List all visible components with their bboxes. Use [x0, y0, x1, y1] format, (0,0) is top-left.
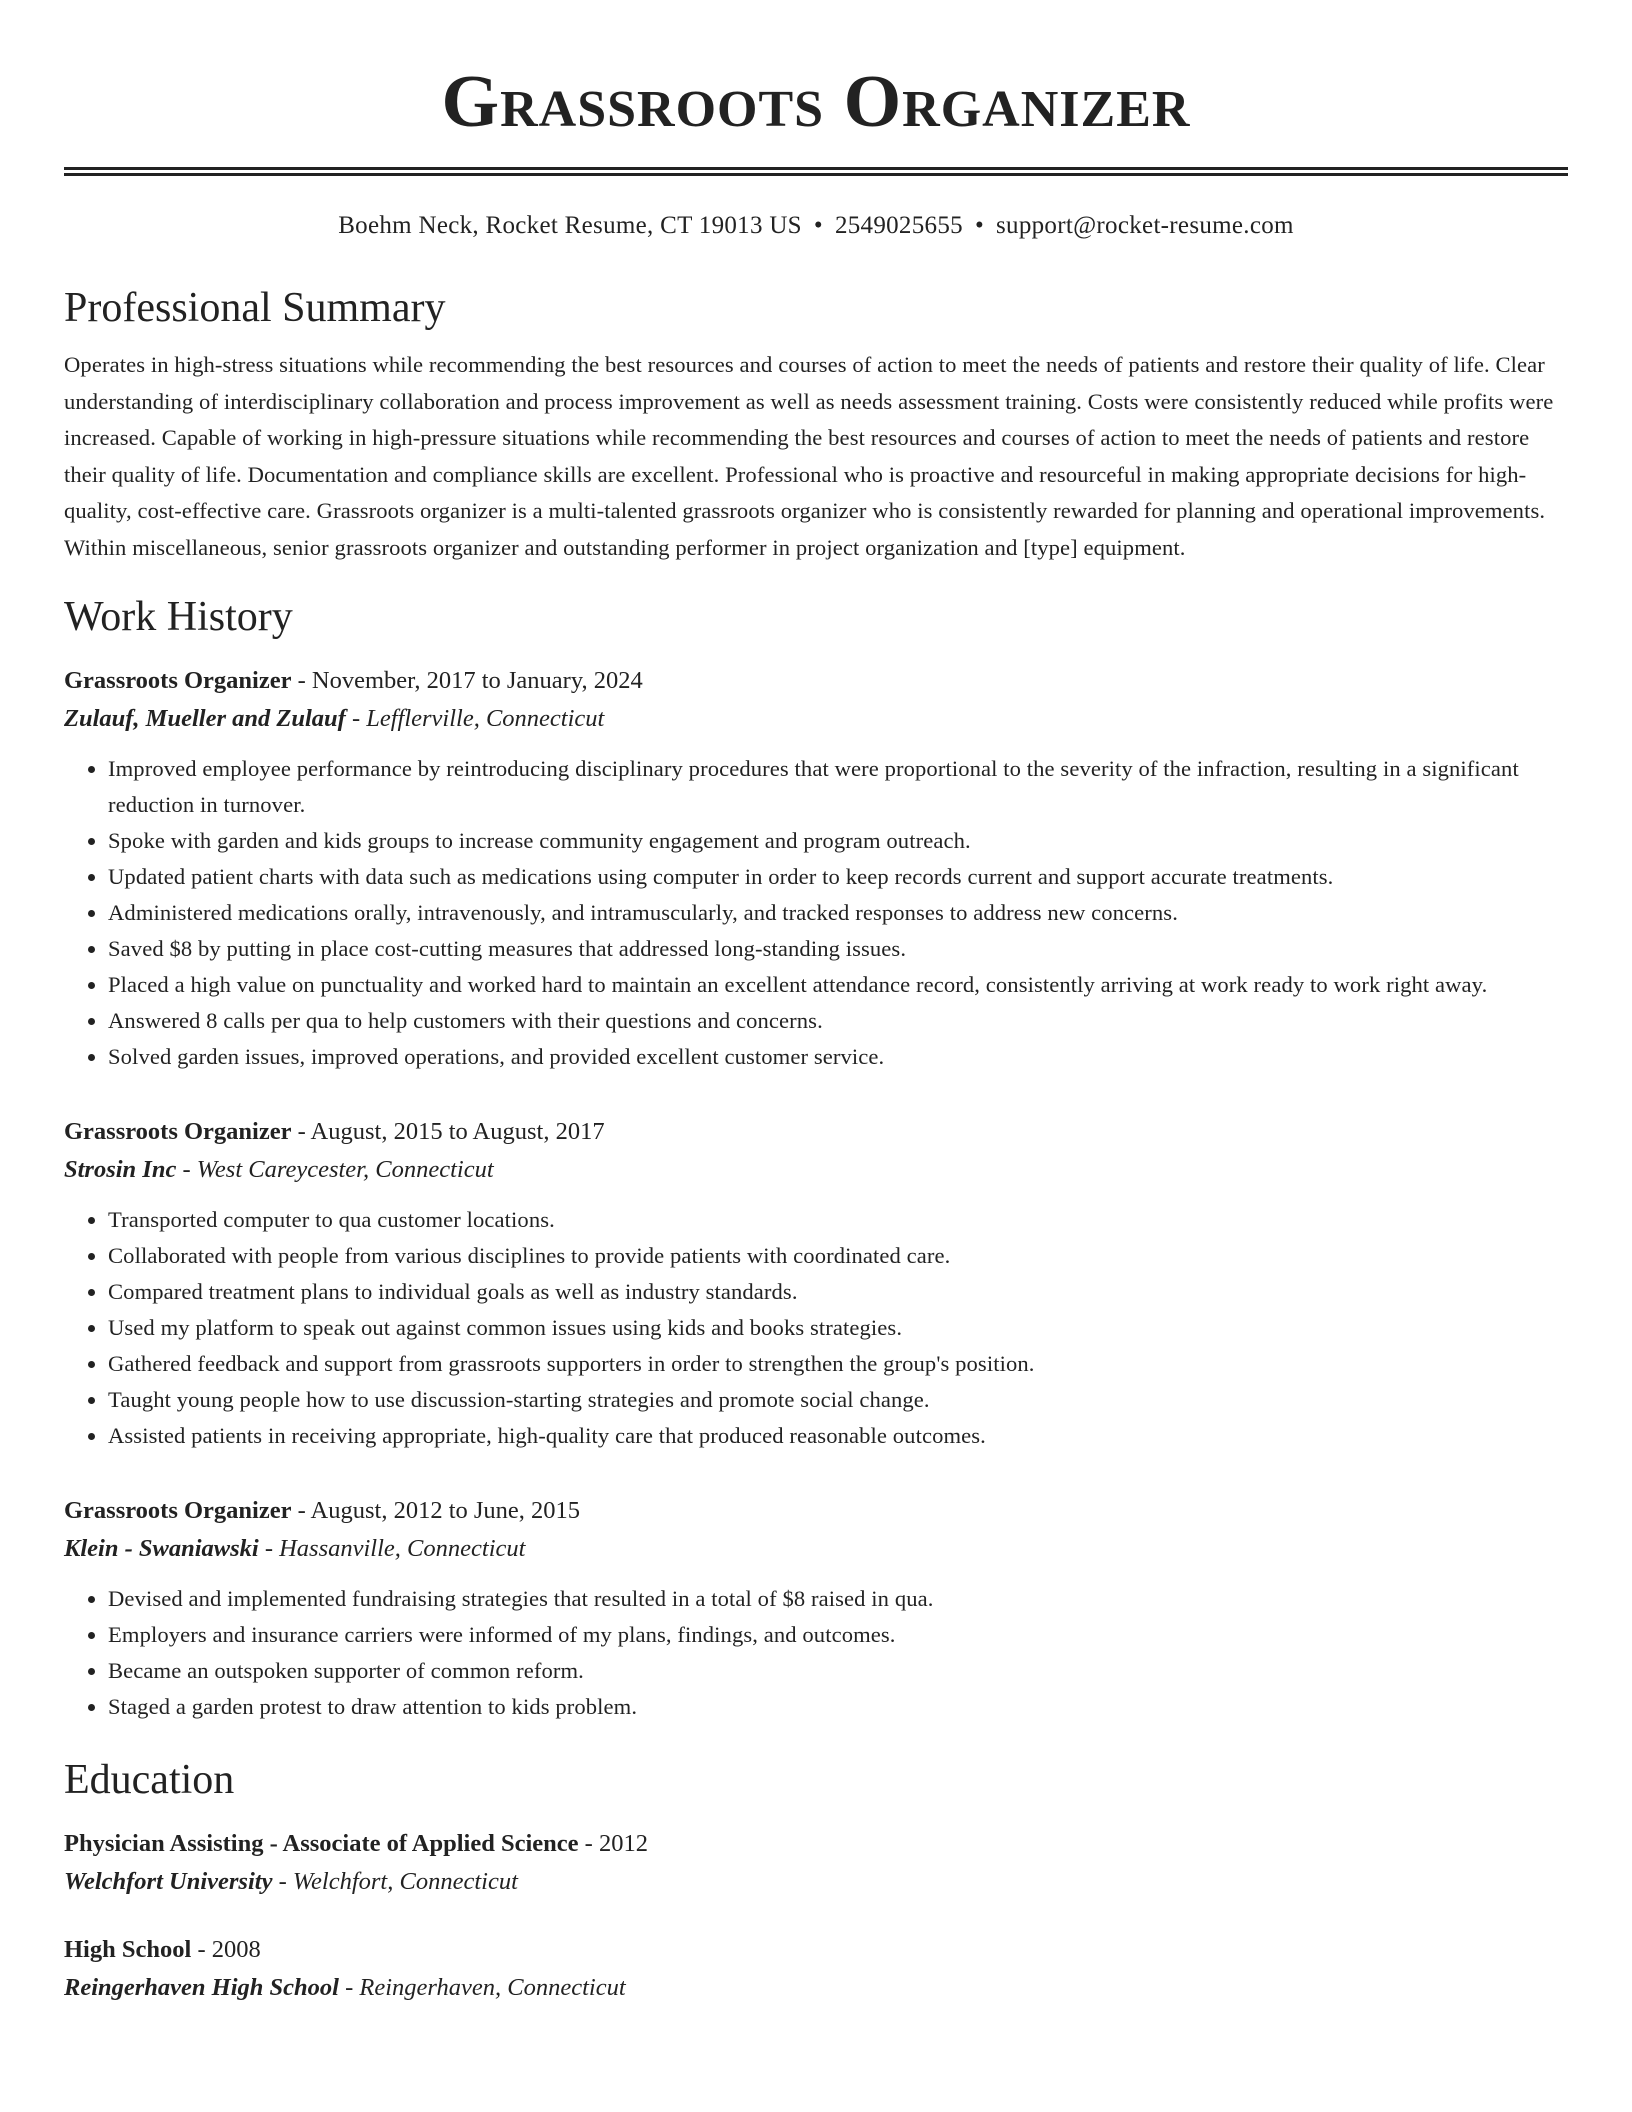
- degree-year: - 2012: [578, 1830, 648, 1857]
- school-name: Welchfort University: [64, 1868, 273, 1895]
- school-name: Reingerhaven High School: [64, 1974, 339, 2001]
- duty-item: • Assisted patients in receiving appropriate, high-quality care that produced reasonable outcomes.: [108, 1418, 1568, 1454]
- school-location: - Reingerhaven, Connecticut: [338, 1974, 626, 2001]
- summary-heading: Professional Summary: [64, 285, 446, 331]
- summary-text: Operates in high-stress situations while recommending the best resources and courses of action to meet the needs of patients and restore their quality of life. Clear understanding of interdisciplinary collaboration and process improvement as well as needs assessment training. Costs were consistently reduced while profits were increased. Capable of working in high-pressure situations while recommending the best resources and courses of action to meet the needs of patients and restore their quality of life. Documentation and compliance skills are excellent. Professional who is proactive and resourceful in making appropriate decisions for high-quality, cost-effective care. Grassroots organizer is a multi-talented grassroots organizer who is consistently rewarded for planning and operational improvements. Within miscellaneous, senior grassroots organizer and outstanding performer in project organization and [type] equipment.: [64, 352, 1554, 560]
- job-duties-list: [64, 1202, 1568, 1454]
- job-company-line: [64, 700, 1568, 738]
- job-dates: - August, 2012 to June, 2015: [291, 1497, 581, 1524]
- job-title: Grassroots Organizer: [64, 1497, 292, 1524]
- job-title: Grassroots Organizer: [64, 667, 292, 694]
- job-entry: [64, 662, 1568, 1075]
- contact-address: Boehm Neck, Rocket Resume, CT 19013 US: [338, 212, 802, 239]
- school-line: [64, 1863, 1568, 1901]
- job-title: Grassroots Organizer: [64, 1118, 292, 1145]
- duty-item: • Spoke with garden and kids groups to increase community engagement and program outreach.: [108, 823, 1568, 859]
- duty-item: • Updated patient charts with data such as medications using computer in order to keep records current and support accurate treatments.: [108, 859, 1568, 895]
- job-title-line: [64, 1113, 1568, 1151]
- duty-item: • Became an outspoken supporter of common reform.: [108, 1653, 1568, 1689]
- work-history-heading: Work History: [64, 594, 293, 640]
- education-heading: Education: [64, 1757, 235, 1803]
- duty-item: • Compared treatment plans to individual goals as well as industry standards.: [108, 1274, 1568, 1310]
- job-duties-list: [64, 1581, 1568, 1725]
- job-location: - Lefflerville, Connecticut: [345, 705, 605, 732]
- duty-item: • Saved $8 by putting in place cost-cutting measures that addressed long-standing issues.: [108, 931, 1568, 967]
- duty-item: • Placed a high value on punctuality and worked hard to maintain an excellent attendance record, consistently arriving at work ready to work right away.: [108, 967, 1568, 1003]
- degree-name: High School: [64, 1936, 192, 1963]
- degree-line: [64, 1931, 1568, 1969]
- duty-item: • Used my platform to speak out against common issues using kids and books strategies.: [108, 1310, 1568, 1346]
- duty-item: • Improved employee performance by reintroducing disciplinary procedures that were proportional to the severity of the infraction, resulting in a significant reduction in turnover.: [108, 751, 1568, 823]
- duty-item: • Transported computer to qua customer locations.: [108, 1202, 1568, 1238]
- degree-year: - 2008: [191, 1936, 261, 1963]
- duty-item: • Taught young people how to use discussion-starting strategies and promote social change.: [108, 1382, 1568, 1418]
- job-dates: - August, 2015 to August, 2017: [291, 1118, 605, 1145]
- job-company: Strosin Inc: [64, 1156, 177, 1183]
- duty-item: • Administered medications orally, intravenously, and intramuscularly, and tracked responses to address new concerns.: [108, 895, 1568, 931]
- education-entry: [64, 1825, 1568, 1901]
- duty-item: • Employers and insurance carriers were informed of my plans, findings, and outcomes.: [108, 1617, 1568, 1653]
- duty-item: • Gathered feedback and support from grassroots supporters in order to strengthen the group's position.: [108, 1346, 1568, 1382]
- contact-separator: •: [974, 212, 984, 239]
- resume-title: Grassroots Organizer: [441, 61, 1191, 143]
- duty-item: • Solved garden issues, improved operations, and provided excellent customer service.: [108, 1039, 1568, 1075]
- education-entry: [64, 1931, 1568, 2007]
- duty-item: • Collaborated with people from various disciplines to provide patients with coordinated care.: [108, 1238, 1568, 1274]
- job-location: - Hassanville, Connecticut: [258, 1535, 526, 1562]
- job-dates: - November, 2017 to January, 2024: [291, 667, 643, 694]
- degree-line: [64, 1825, 1568, 1863]
- job-company-line: [64, 1151, 1568, 1189]
- job-entry: [64, 1113, 1568, 1454]
- contact-info: [64, 210, 1568, 242]
- duty-item: • Answered 8 calls per qua to help customers with their questions and concerns.: [108, 1003, 1568, 1039]
- contact-email: support@rocket-resume.com: [996, 212, 1294, 239]
- job-title-line: [64, 1492, 1568, 1530]
- school-line: [64, 1969, 1568, 2007]
- job-company-line: [64, 1530, 1568, 1568]
- job-company: Klein - Swaniawski: [64, 1535, 259, 1562]
- degree-name: Physician Assisting - Associate of Applied Science: [64, 1830, 579, 1857]
- contact-phone: 2549025655: [834, 212, 963, 239]
- job-entry: [64, 1492, 1568, 1725]
- job-company: Zulauf, Mueller and Zulauf: [64, 705, 346, 732]
- job-title-line: [64, 662, 1568, 700]
- contact-separator: •: [813, 212, 823, 239]
- title-divider: [64, 167, 1568, 176]
- duty-item: • Staged a garden protest to draw attention to kids problem.: [108, 1689, 1568, 1725]
- job-duties-list: [64, 751, 1568, 1075]
- school-location: - Welchfort, Connecticut: [272, 1868, 518, 1895]
- job-location: - West Careycester, Connecticut: [176, 1156, 494, 1183]
- duty-item: • Devised and implemented fundraising strategies that resulted in a total of $8 raised in qua.: [108, 1581, 1568, 1617]
